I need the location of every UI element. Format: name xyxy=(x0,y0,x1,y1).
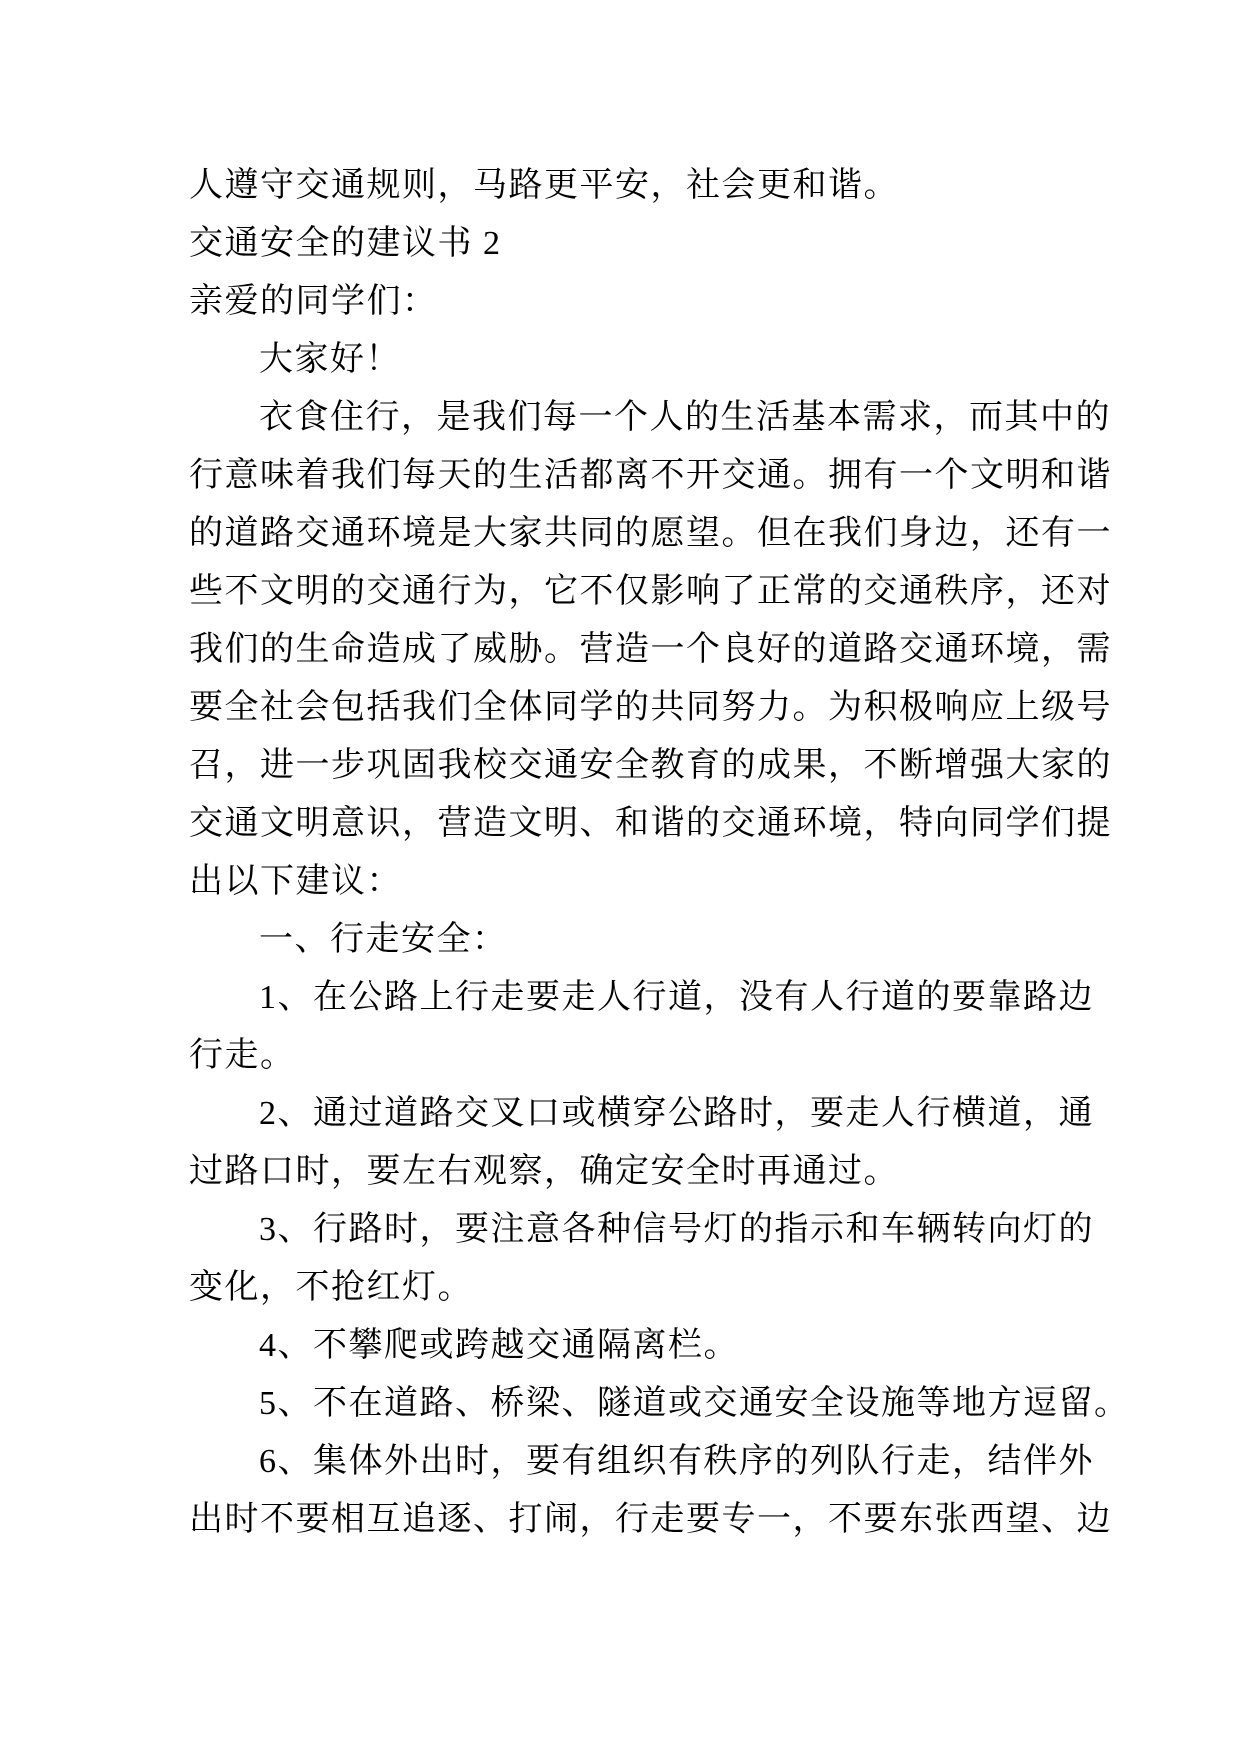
text-line: 2、通过道路交叉口或横穿公路时，要走人行横道，通 xyxy=(259,1095,1094,1132)
text-line: 1、在公路上行走要走人行道，没有人行道的要靠路边 xyxy=(259,979,1094,1016)
text-line: 衣食住行，是我们每一个人的生活基本需求，而其中的 xyxy=(259,399,1111,436)
text-line: 的道路交通环境是大家共同的愿望。但在我们身边，还有一 xyxy=(189,515,1112,552)
text-line: 人遵守交通规则，马路更平安，社会更和谐。 xyxy=(189,167,899,204)
text-line: 过路口时，要左右观察，确定安全时再通过。 xyxy=(189,1153,899,1190)
text-line: 我们的生命造成了威胁。营造一个良好的道路交通环境，需 xyxy=(189,631,1112,668)
text-line: 变化，不抢红灯。 xyxy=(189,1269,473,1306)
text-line: 行意味着我们每天的生活都离不开交通。拥有一个文明和谐 xyxy=(189,457,1112,494)
text-line: 6、集体外出时，要有组织有秩序的列队行走，结伴外 xyxy=(259,1443,1094,1480)
text-line: 3、行路时，要注意各种信号灯的指示和车辆转向灯的 xyxy=(259,1211,1094,1248)
document-text-block xyxy=(189,157,1130,1549)
text-line: 出以下建议： xyxy=(189,863,402,900)
text-line: 要全社会包括我们全体同学的共同努力。为积极响应上级号 xyxy=(189,689,1112,726)
text-line: 交通安全的建议书 2 xyxy=(189,225,502,262)
text-line: 召，进一步巩固我校交通安全教育的成果，不断增强大家的 xyxy=(189,747,1112,784)
text-line: 交通文明意识，营造文明、和谐的交通环境，特向同学们提 xyxy=(189,805,1112,842)
text-line: 亲爱的同学们： xyxy=(189,283,438,320)
text-line: 4、不攀爬或跨越交通隔离栏。 xyxy=(259,1327,739,1364)
text-line: 些不文明的交通行为，它不仅影响了正常的交通秩序，还对 xyxy=(189,573,1112,610)
text-line: 5、不在道路、桥梁、隧道或交通安全设施等地方逗留。 xyxy=(259,1385,1130,1422)
text-line: 出时不要相互追逐、打闹，行走要专一，不要东张西望、边 xyxy=(189,1501,1112,1538)
text-line: 大家好！ xyxy=(259,341,401,378)
text-line: 行走。 xyxy=(189,1037,296,1074)
text-line: 一、行走安全： xyxy=(259,921,508,958)
